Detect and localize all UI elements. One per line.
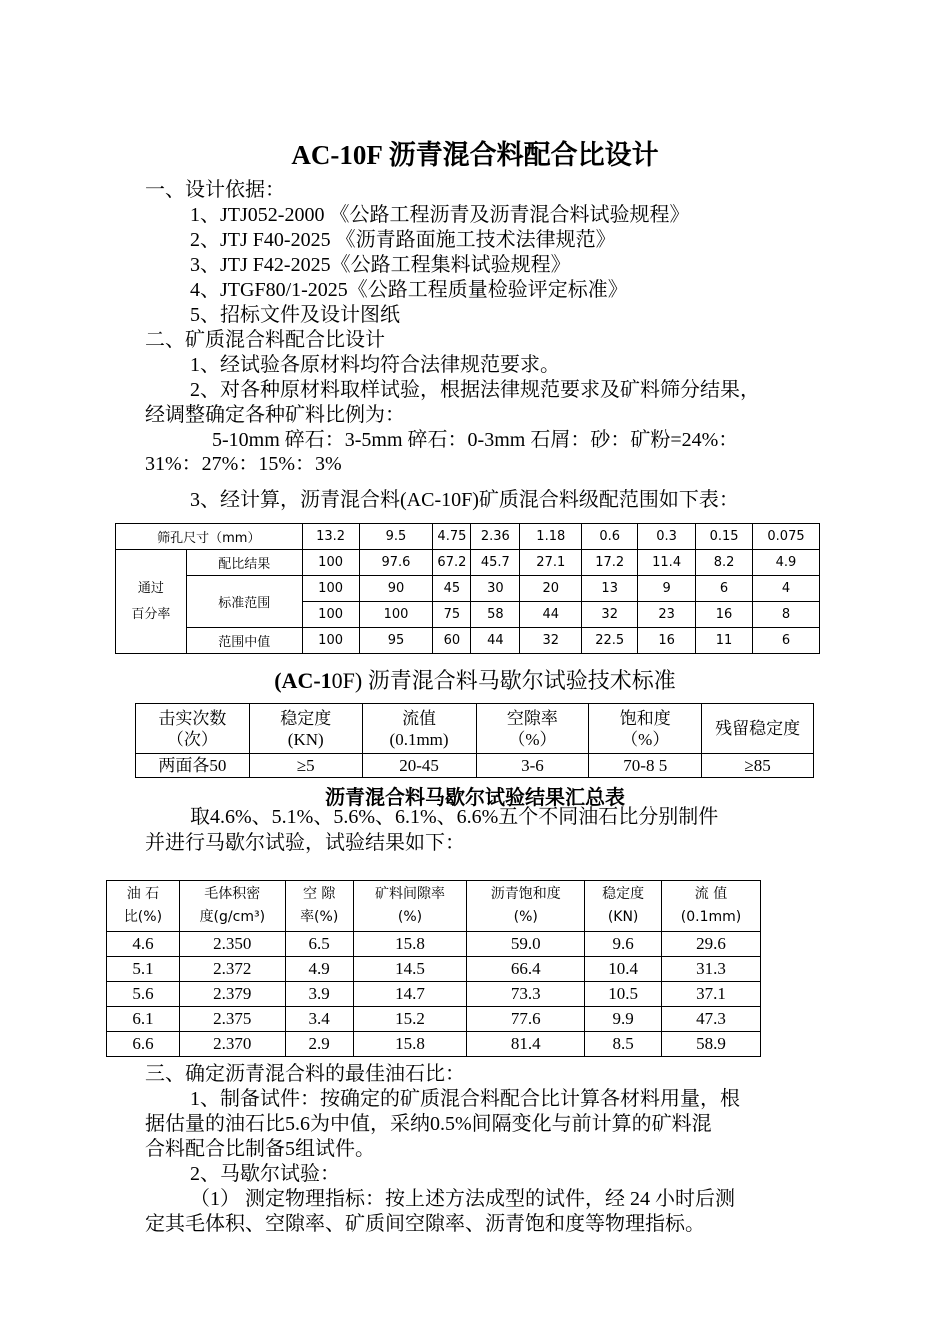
table-row (107, 1032, 761, 1057)
paragraph: 1、经试验各原材料均符合法律规范要求。 (190, 354, 560, 376)
cell: 5.6 (107, 982, 180, 1007)
header-line: （%） (621, 729, 670, 749)
cell: 77.6 (467, 1007, 585, 1032)
cell: 14.7 (353, 982, 467, 1007)
cell: 17.2 (582, 550, 638, 576)
header-line: (%) (513, 909, 538, 925)
cell: 70-8 5 (589, 754, 702, 778)
header-cell (249, 704, 362, 754)
cell: 10.5 (585, 982, 662, 1007)
cell: 32 (520, 628, 582, 654)
cell: 3-6 (476, 754, 589, 778)
cell: 9.9 (585, 1007, 662, 1032)
marshall-standard-table (135, 703, 814, 778)
basis-item: 2、JTJ F40-2025 《沥青路面施工技术法律规范》 (190, 229, 616, 251)
cell: 66.4 (467, 957, 585, 982)
sieve-size: 13.2 (302, 524, 359, 550)
sieve-size: 1.18 (520, 524, 582, 550)
cell: 13 (582, 576, 638, 602)
sieve-size: 4.75 (433, 524, 471, 550)
cell: 60 (433, 628, 471, 654)
header-cell (662, 881, 761, 932)
sieve-label: 筛孔尺寸（mm） (116, 524, 303, 550)
cell: 两面各50 (136, 754, 250, 778)
header-line: 流值 (402, 708, 437, 728)
cell: 45.7 (471, 550, 520, 576)
cell: 100 (302, 550, 359, 576)
cell: 44 (471, 628, 520, 654)
header-cell (589, 704, 702, 754)
title-rest: 0F) 沥青混合料马歇尔试验技术标准 (331, 668, 676, 693)
cell: 3.9 (285, 982, 353, 1007)
cell: 27.1 (520, 550, 582, 576)
cell: 31.3 (662, 957, 761, 982)
cell: 23 (638, 602, 696, 628)
header-line: 度(g/cm³) (199, 909, 266, 925)
mid-label: 范围中值 (186, 628, 302, 654)
header-line: 油 石 (126, 886, 160, 902)
header-line: 击实次数 (158, 708, 227, 728)
header-cell (136, 704, 250, 754)
header-cell (285, 881, 353, 932)
std-range-label: 标准范围 (186, 576, 302, 628)
cell: 6.1 (107, 1007, 180, 1032)
header-line: 空隙率 (506, 708, 558, 728)
result-label: 配比结果 (186, 550, 302, 576)
cell: 20 (520, 576, 582, 602)
sieve-size: 0.15 (696, 524, 753, 550)
paragraph: 2、马歇尔试验： (190, 1163, 340, 1185)
cell: 4.6 (107, 932, 180, 957)
passing-label-line: 百分率 (131, 606, 171, 622)
header-line: 饱和度 (619, 708, 671, 728)
table-row (107, 982, 761, 1007)
passing-percent-label (116, 550, 187, 654)
header-row (107, 881, 761, 932)
paragraph: 1、制备试件：按确定的矿质混合料配合比计算各材料用量，根 (190, 1088, 740, 1110)
header-line: (KN) (607, 909, 639, 925)
header-line: （次） (166, 729, 218, 749)
value-row (136, 754, 814, 778)
cell: 100 (359, 602, 433, 628)
cell: 15.8 (353, 932, 467, 957)
header-line: 流 值 (694, 886, 728, 902)
sieve-row (116, 524, 820, 550)
header-cell (476, 704, 589, 754)
cell: 100 (302, 628, 359, 654)
cell: 9.6 (585, 932, 662, 957)
mid-row (116, 628, 820, 654)
cell: 4.9 (753, 550, 820, 576)
cell: 2.372 (179, 957, 285, 982)
cell: 58 (471, 602, 520, 628)
basis-item: 1、JTJ052-2000 《公路工程沥青及沥青混合料试验规程》 (190, 204, 690, 226)
cell: ≥5 (249, 754, 362, 778)
table-row (107, 1007, 761, 1032)
cell: 75 (433, 602, 471, 628)
header-cell (585, 881, 662, 932)
paragraph: 3、经计算，沥青混合料(AC-10F)矿质混合料级配范围如下表： (190, 489, 739, 511)
paragraph: 合料配合比制备5组试件。 (145, 1138, 375, 1160)
ratio-line: 5-10mm 碎石：3-5mm 碎石：0-3mm 石屑：砂：矿粉=24%： (212, 429, 739, 451)
header-line: 空 隙 (302, 886, 336, 902)
header-cell (702, 704, 814, 754)
cell: 97.6 (359, 550, 433, 576)
paragraph: 2、对各种原材料取样试验，根据法律规范要求及矿料筛分结果， (190, 379, 760, 401)
cell: 30 (471, 576, 520, 602)
cell: 16 (696, 602, 753, 628)
header-line: 稳定度 (602, 886, 645, 902)
cell: 44 (520, 602, 582, 628)
marshall-standard-title (0, 664, 950, 695)
header-line: 沥青饱和度 (490, 886, 561, 902)
cell: 10.4 (585, 957, 662, 982)
cell: 15.8 (353, 1032, 467, 1057)
cell: 14.5 (353, 957, 467, 982)
header-cell (107, 881, 180, 932)
document-title: AC-10F 沥青混合料配合比设计 (291, 140, 659, 170)
cell: 16 (638, 628, 696, 654)
section-3-heading: 三、确定沥青混合料的最佳油石比： (145, 1063, 465, 1085)
cell: 5.1 (107, 957, 180, 982)
passing-label-line: 通过 (137, 580, 164, 596)
cell: 11 (696, 628, 753, 654)
cell: 37.1 (662, 982, 761, 1007)
section-2-heading: 二、矿质混合料配合比设计 (145, 329, 385, 351)
cell: 6 (753, 628, 820, 654)
table-row (107, 932, 761, 957)
cell: 6.5 (285, 932, 353, 957)
cell: 100 (302, 576, 359, 602)
sieve-size: 9.5 (359, 524, 433, 550)
sieve-size: 2.36 (471, 524, 520, 550)
cell: 90 (359, 576, 433, 602)
cell: 58.9 (662, 1032, 761, 1057)
header-cell (362, 704, 476, 754)
cell: 2.375 (179, 1007, 285, 1032)
ratio-line: 31%：27%：15%：3% (145, 453, 342, 475)
cell: 3.4 (285, 1007, 353, 1032)
cell: 2.9 (285, 1032, 353, 1057)
paragraph: 据估量的油石比5.6为中值，采纳0.5%间隔变化与前计算的矿料混 (145, 1113, 712, 1135)
header-line: 毛体积密 (204, 886, 261, 902)
cell: 73.3 (467, 982, 585, 1007)
table-row (107, 957, 761, 982)
cell: 8.2 (696, 550, 753, 576)
cell: 4 (753, 576, 820, 602)
cell: 8 (753, 602, 820, 628)
cell: 2.370 (179, 1032, 285, 1057)
header-cell (467, 881, 585, 932)
cell: 15.2 (353, 1007, 467, 1032)
header-line: (KN) (287, 729, 324, 749)
cell: 8.5 (585, 1032, 662, 1057)
paragraph: 定其毛体积、空隙率、矿质间空隙率、沥青饱和度等物理指标。 (145, 1213, 705, 1235)
header-line: (%) (397, 909, 423, 925)
header-line: （%） (508, 729, 557, 749)
header-line: 稳定度 (280, 708, 332, 728)
sieve-size: 0.075 (753, 524, 820, 550)
header-line: 率(%) (300, 909, 339, 925)
title-prefix: (AC-1 (274, 668, 332, 693)
cell: 9 (638, 576, 696, 602)
result-row (116, 550, 820, 576)
header-cell (353, 881, 467, 932)
cell: 100 (302, 602, 359, 628)
cell: 6.6 (107, 1032, 180, 1057)
cell: 22.5 (582, 628, 638, 654)
sieve-size: 0.6 (582, 524, 638, 550)
cell: 32 (582, 602, 638, 628)
cell: 95 (359, 628, 433, 654)
section-1-heading: 一、设计依据： (145, 179, 285, 201)
paragraph: 经调整确定各种矿料比例为： (145, 404, 405, 426)
header-row (136, 704, 814, 754)
cell: 59.0 (467, 932, 585, 957)
cell: 11.4 (638, 550, 696, 576)
header-line: 残留稳定度 (715, 719, 801, 738)
basis-item: 5、招标文件及设计图纸 (190, 304, 400, 326)
cell: 2.379 (179, 982, 285, 1007)
cell: 29.6 (662, 932, 761, 957)
header-line: (0.1mm) (389, 729, 449, 749)
basis-item: 4、JTGF80/1-2025《公路工程质量检验评定标准》 (190, 279, 628, 301)
cell: 47.3 (662, 1007, 761, 1032)
marshall-results-table (106, 880, 761, 1057)
header-line: 矿料间隙率 (375, 886, 446, 902)
basis-item: 3、JTJ F42-2025《公路工程集料试验规程》 (190, 254, 571, 276)
results-title: 沥青混合料马歇尔试验结果汇总表 (325, 787, 625, 809)
header-line: (0.1mm) (680, 909, 742, 925)
header-line: 比(%) (123, 909, 163, 925)
cell: 45 (433, 576, 471, 602)
cell: 2.350 (179, 932, 285, 957)
paragraph: 并进行马歇尔试验，试验结果如下： (145, 832, 465, 854)
sieve-size: 0.3 (638, 524, 696, 550)
std-low-row (116, 576, 820, 602)
cell: ≥85 (702, 754, 814, 778)
header-cell (179, 881, 285, 932)
cell: 6 (696, 576, 753, 602)
cell: 20-45 (362, 754, 476, 778)
cell: 81.4 (467, 1032, 585, 1057)
cell: 67.2 (433, 550, 471, 576)
paragraph: 取4.6%、5.1%、5.6%、6.1%、6.6%五个不同油石比分别制件 (190, 806, 719, 828)
paragraph: （1） 测定物理指标：按上述方法成型的试件，经 24 小时后测 (190, 1188, 735, 1210)
cell: 4.9 (285, 957, 353, 982)
grading-table (115, 523, 820, 654)
